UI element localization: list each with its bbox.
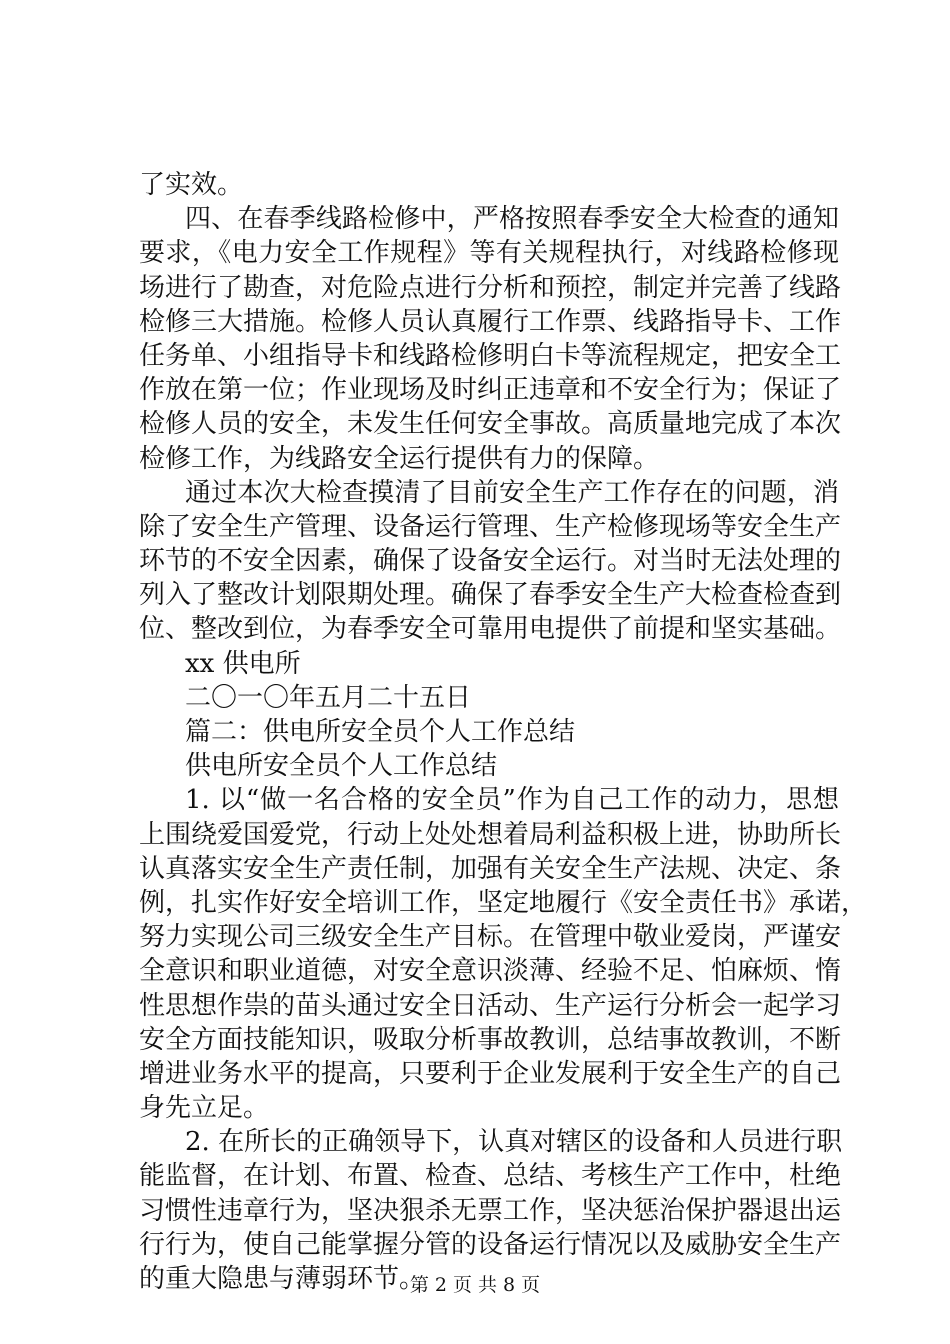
page-number: 第 2 页 共 8 页 (409, 1274, 541, 1296)
body-line: 能监督，在计划、布置、检查、总结、考核生产工作中，杜绝 (139, 1161, 842, 1192)
body-line: 认真落实安全生产责任制，加强有关安全生产法规、决定、条 (139, 853, 842, 884)
section-heading: 篇二：供电所安全员个人工作总结 (185, 717, 576, 747)
body-line: 例，扎实作好安全培训工作，坚定地履行《安全责任书》承诺， (139, 887, 868, 918)
signature-date: 二〇一〇年五月二十五日 (185, 682, 472, 713)
body-line: 通过本次大检查摸清了目前安全生产工作存在的问题，消 (185, 477, 839, 508)
document-body (139, 168, 868, 1296)
section-title: 供电所安全员个人工作总结 (185, 751, 498, 782)
body-line: 检修工作，为线路安全运行提供有力的保障。 (139, 443, 660, 474)
page-footer (0, 1273, 950, 1297)
body-line: 性思想作祟的苗头通过安全日活动、生产运行分析会一起学习 (139, 990, 842, 1021)
body-line: 上围绕爱国爱党，行动上处处想着局利益积极上进，协助所长 (139, 819, 842, 850)
body-line: 身先立足。 (139, 1093, 270, 1124)
body-line: 作放在第一位；作业现场及时纠正违章和不安全行为；保证了 (139, 375, 842, 406)
body-line: 环节的不安全因素，确保了设备安全运行。对当时无法处理的 (139, 546, 842, 577)
body-line: 习惯性违章行为，坚决狠杀无票工作，坚决惩治保护器退出运 (139, 1195, 842, 1226)
body-line: 的重大隐患与薄弱环节。 (139, 1264, 426, 1294)
body-line: 增进业务水平的提高，只要利于企业发展利于安全生产的自己 (139, 1058, 842, 1089)
body-line: 检修三大措施。检修人员认真履行工作票、线路指导卡、工作 (139, 306, 842, 337)
body-line: 安全方面技能知识，吸取分析事故教训，总结事故教训，不断 (139, 1024, 842, 1055)
body-line: 除了安全生产管理、设备运行管理、生产检修现场等安全生产 (139, 511, 842, 542)
body-line: 1. 以“做一名合格的安全员”作为自己工作的动力，思想 (185, 785, 839, 816)
body-line: 检修人员的安全，未发生任何安全事故。高质量地完成了本次 (139, 409, 842, 440)
body-line: 2. 在所长的正确领导下，认真对辖区的设备和人员进行职 (185, 1127, 843, 1158)
body-line: 努力实现公司三级安全生产目标。在管理中敬业爱岗，严谨安 (139, 922, 842, 953)
body-line: 任务单、小组指导卡和线路检修明白卡等流程规定，把安全工 (139, 340, 842, 371)
body-line: 四、在春季线路检修中，严格按照春季安全大检查的通知 (185, 204, 839, 235)
body-line: 全意识和职业道德，对安全意识淡薄、经验不足、怕麻烦、惰 (139, 956, 842, 987)
body-line: 列入了整改计划限期处理。确保了春季安全生产大检查检查到 (139, 580, 842, 611)
body-line: 要求，《电力安全工作规程》等有关规程执行，对线路检修现 (139, 238, 839, 269)
body-line: 位、整改到位，为春季安全可靠用电提供了前提和坚实基础。 (139, 614, 842, 645)
body-line: 场进行了勘查，对危险点进行分析和预控，制定并完善了线路 (139, 272, 842, 303)
body-line: 了实效。 (139, 170, 244, 200)
signature-org: xx 供电所 (185, 648, 301, 679)
body-line: 行行为，使自己能掌握分管的设备运行情况以及威胁安全生产 (139, 1229, 842, 1260)
